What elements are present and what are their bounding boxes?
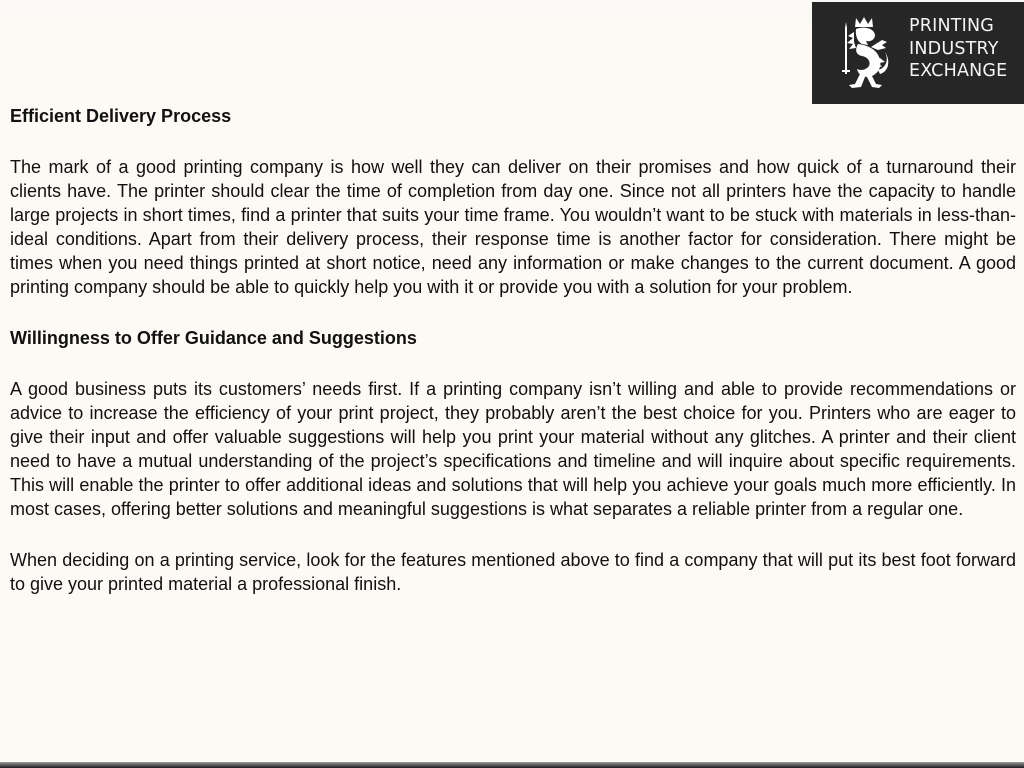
printing-industry-exchange-logo[interactable]: [812, 2, 1024, 104]
guidance-heading: Willingness to Offer Guidance and Suggestions: [10, 328, 417, 348]
delivery-heading: Efficient Delivery Process: [10, 106, 232, 126]
delivery-paragraph: The mark of a good printing company is how well they can deliver on their promises and how quick of a turnaround their clients have. The printer should clear the time of completion from day one. Since not all printers have the capacity to handle large projects in short times, find a printer that suits your time frame. You wouldn’t want to be stuck with materials in less-than-ideal conditions. Apart from their delivery process, their response time is another factor for consideration. There might be times when you need things printed at short notice, need any information or make changes to the current document. A good printing company should be able to quickly help you with it or provide you with a solution for your problem.: [10, 157, 1016, 297]
logo-line-3: EXCHANGE: [909, 61, 1008, 81]
heraldic-lion-icon: [842, 14, 892, 90]
article-body: [10, 104, 1016, 596]
bottom-divider: [0, 762, 1024, 768]
logo-line-1: PRINTING: [909, 16, 995, 36]
logo-line-2: INDUSTRY: [909, 38, 999, 59]
closing-paragraph: When deciding on a printing service, look for the features mentioned above to find a company that will put its best foot forward to give your printed material a professional finish.: [10, 550, 1016, 594]
guidance-paragraph: A good business puts its customers’ needs first. If a printing company isn’t willing and able to provide recommendations or advice to increase the efficiency of your print project, they probably aren’t the best choice for you. Printers who are eager to give their input and offer valuable suggestions will help you print your material without any glitches. A printer and their client need to have a mutual understanding of the project’s specifications and timeline and will inquire about specific requirements. This will enable the printer to offer additional ideas and solutions that will help you achieve your goals much more efficiently. In most cases, offering better solutions and meaningful suggestions is what separates a reliable printer from a regular one.: [10, 379, 1016, 519]
logo-wordmark: [909, 15, 1007, 83]
